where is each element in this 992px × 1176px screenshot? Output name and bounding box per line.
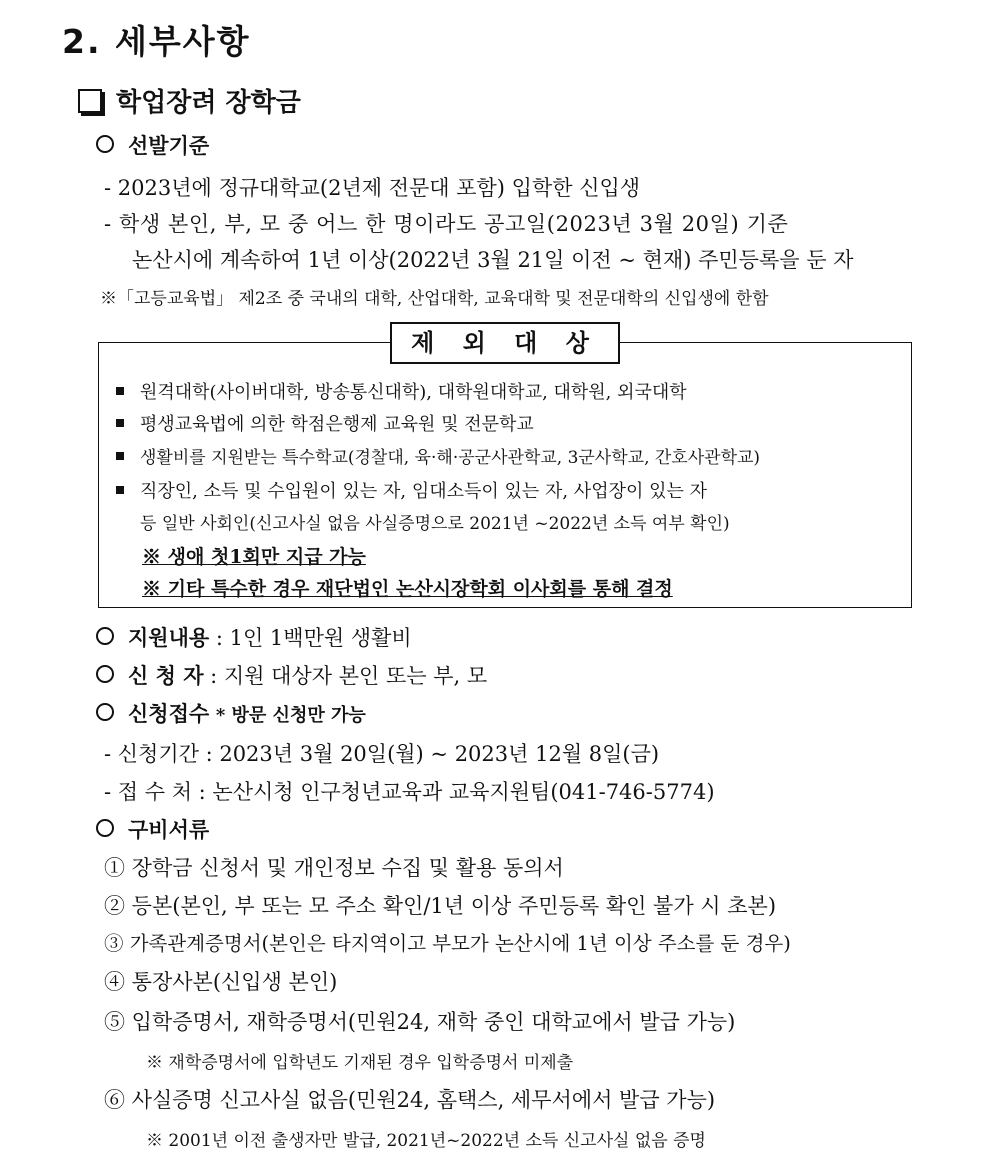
exclusion-item-text: 직장인, 소득 및 수입원이 있는 자, 임대소득이 있는 자, 사업장이 있는 자	[140, 481, 707, 502]
exclusion-item	[116, 443, 760, 468]
document-item: ② 등본(본인, 부 또는 모 주소 확인/1년 이상 주민등록 확인 불가 시 초본)	[104, 894, 777, 918]
criteria-note: ※「고등교육법」 제2조 중 국내의 대학, 산업대학, 교육대학 및 전문대학의 신입생에 한함	[100, 289, 769, 309]
exclusion-item	[116, 410, 534, 436]
document-item: ④ 통장사본(신입생 본인)	[104, 970, 338, 994]
applicant-label: 신 청 자	[128, 663, 204, 688]
criteria-line-3: 논산시에 계속하여 1년 이상(2022년 3월 21일 이전 ~ 현재) 주민등록을 둔 자	[132, 248, 854, 272]
exclusion-item-text: 평생교육법에 의한 학점은행제 교육원 및 전문학교	[140, 414, 534, 435]
document-note-6: ※ 2001년 이전 출생자만 발급, 2021년~2022년 소득 신고사실 없음 증명	[146, 1131, 706, 1151]
document-item: ③ 가족관계증명서(본인은 타지역이고 부모가 논산시에 1년 이상 주소를 둔 경우)	[104, 932, 791, 955]
page-title: 2. 세부사항	[62, 22, 251, 61]
exclusion-item-continued: 등 일반 사회인(신고사실 없음 사실증명으로 2021년 ~2022년 소득 여부 확인)	[140, 514, 730, 534]
square-bullet-icon	[116, 452, 124, 460]
criteria-heading-text: 선발기준	[128, 134, 210, 158]
circle-bullet-icon	[96, 135, 114, 153]
reception-place: - 접 수 처 : 논산시청 인구청년교육과 교육지원팀(041-746-5774)	[104, 780, 715, 804]
document-item: ⑤ 입학증명서, 재학증명서(민원24, 재학 중인 대학교에서 발급 가능)	[104, 1010, 736, 1034]
exclusion-note-2: ※ 기타 특수한 경우 재단법인 논산시장학회 이사회를 통해 결정	[142, 578, 673, 600]
exclusion-item	[116, 477, 707, 503]
reception-label: 신청접수	[128, 701, 210, 726]
criteria-line-1: - 2023년에 정규대학교(2년제 전문대 포함) 입학한 신입생	[104, 176, 641, 200]
circle-bullet-icon	[96, 703, 114, 721]
section-heading	[78, 82, 301, 119]
square-bullet-icon	[116, 486, 124, 494]
support-value: : 1인 1백만원 생활비	[215, 626, 412, 650]
exclusion-item	[116, 378, 687, 404]
exclusion-note-1: ※ 생애 첫1회만 지급 가능	[142, 546, 366, 568]
circle-bullet-icon	[96, 819, 114, 837]
reception-row	[96, 698, 366, 728]
document-item: ① 장학금 신청서 및 개인정보 수집 및 활용 동의서	[104, 856, 564, 880]
document-note-5: ※ 재학증명서에 입학년도 기재된 경우 입학증명서 미제출	[146, 1053, 574, 1073]
checkbox-square-icon	[78, 89, 102, 113]
circle-bullet-icon	[96, 665, 114, 683]
support-row	[96, 622, 412, 652]
exclusion-item-text: 원격대학(사이버대학, 방송통신대학), 대학원대학교, 대학원, 외국대학	[140, 382, 687, 403]
square-bullet-icon	[116, 387, 124, 395]
criteria-line-2: - 학생 본인, 부, 모 중 어느 한 명이라도 공고일(2023년 3월 20일) 기준	[104, 212, 789, 236]
reception-period: - 신청기간 : 2023년 3월 20일(월) ~ 2023년 12월 8일(금)	[104, 742, 660, 766]
exclusion-title: 제 외 대 상	[390, 322, 620, 364]
document-item: ⑥ 사실증명 신고사실 없음(민원24, 홈택스, 세무서에서 발급 가능)	[104, 1088, 716, 1112]
square-bullet-icon	[116, 419, 124, 427]
section-heading-text: 학업장려 장학금	[116, 88, 301, 118]
support-label: 지원내용	[128, 625, 210, 650]
applicant-row	[96, 660, 487, 690]
criteria-heading	[96, 130, 209, 160]
documents-heading-text: 구비서류	[128, 818, 210, 842]
circle-bullet-icon	[96, 627, 114, 645]
exclusion-item-text: 생활비를 지원받는 특수학교(경찰대, 육·해·공군사관학교, 3군사학교, 간호사관학교)	[140, 448, 761, 468]
applicant-value: : 지원 대상자 본인 또는 부, 모	[210, 664, 488, 688]
reception-sub: * 방문 신청만 가능	[215, 705, 366, 726]
documents-heading	[96, 814, 209, 844]
